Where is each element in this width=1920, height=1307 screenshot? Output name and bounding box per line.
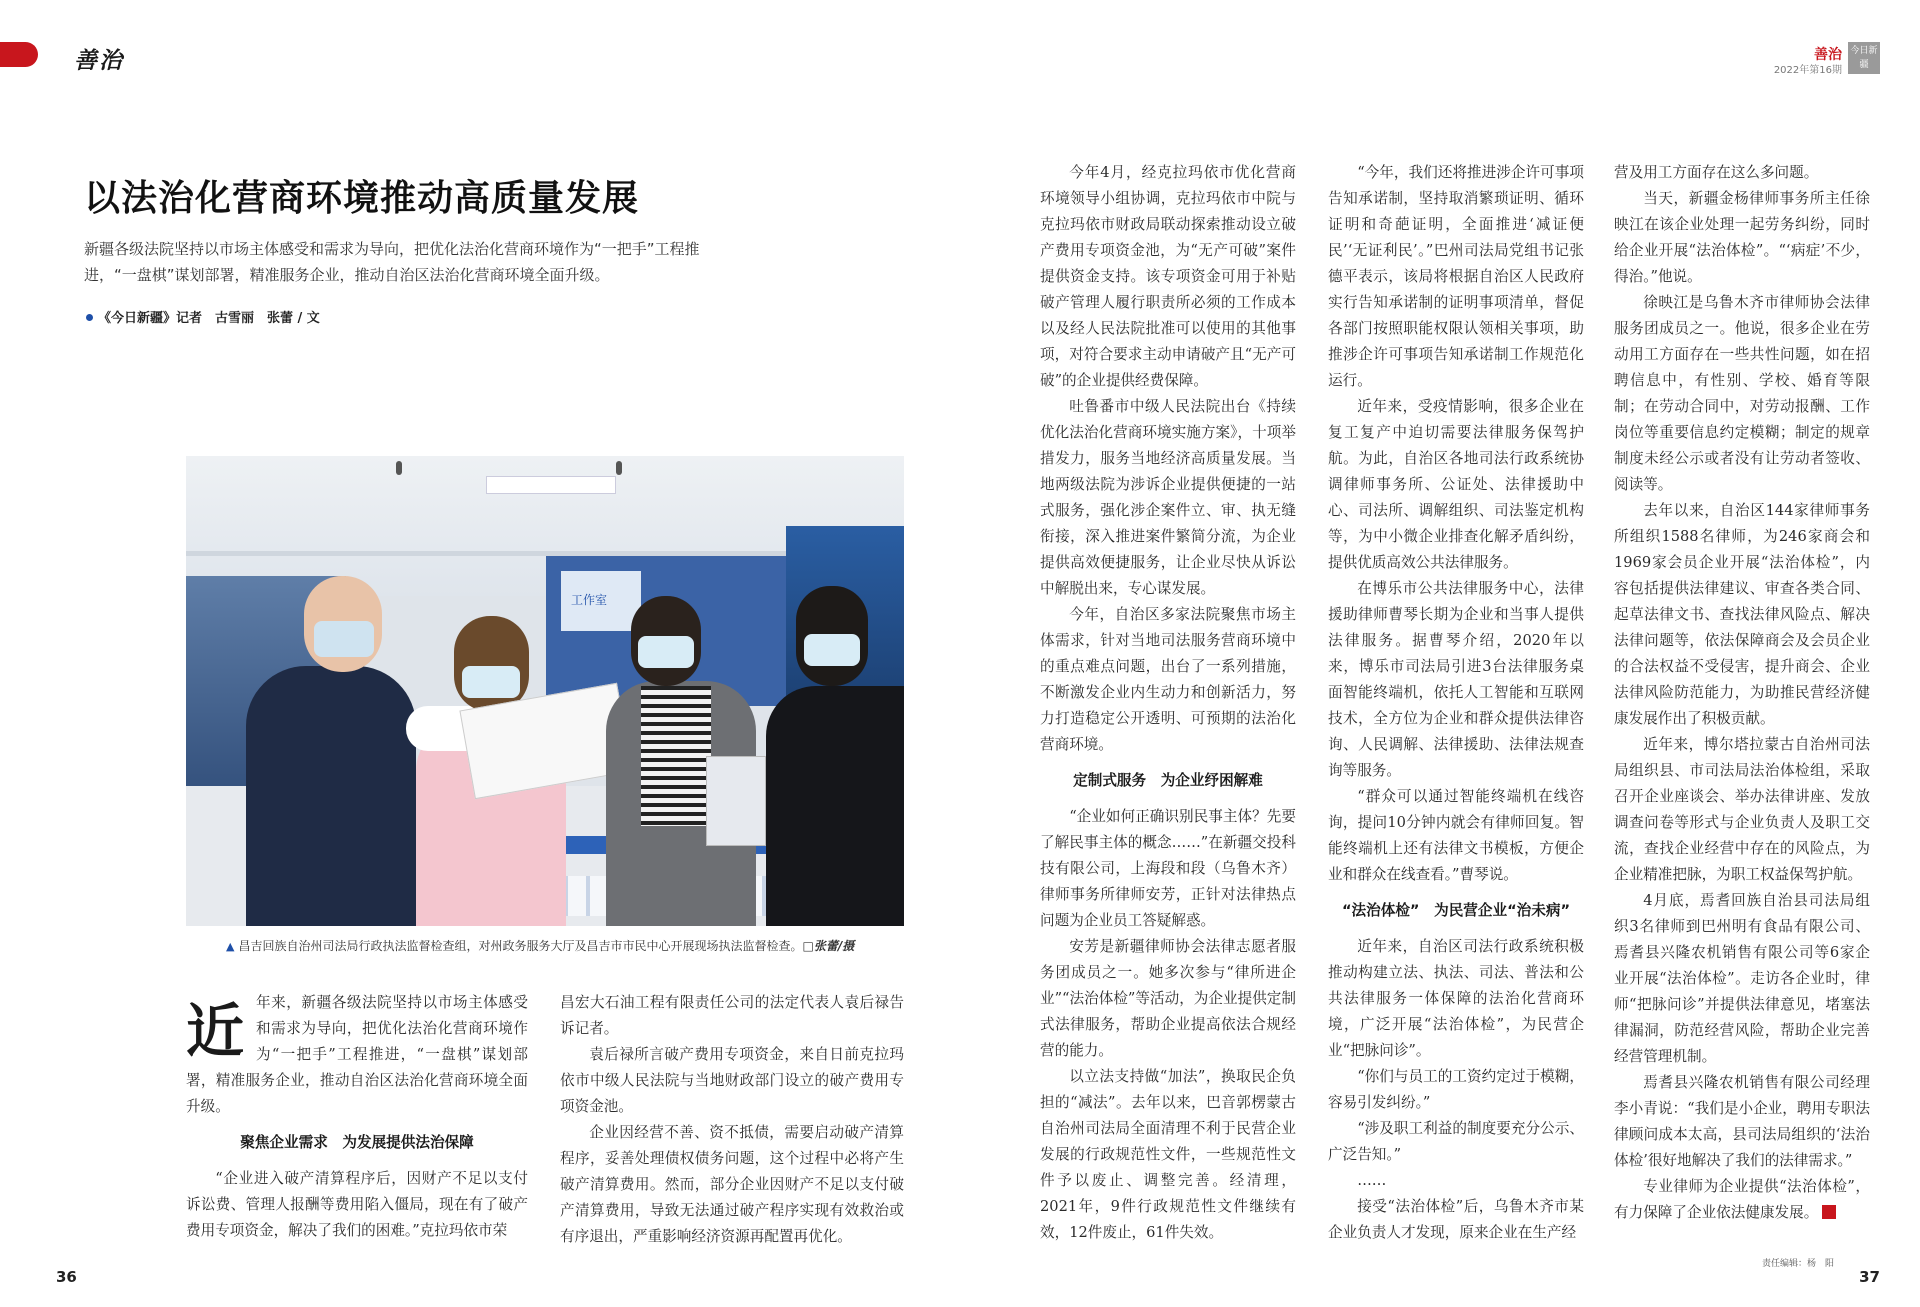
- paragraph: 在博乐市公共法律服务中心，法律援助律师曹琴长期为企业和当事人提供法律服务。据曹琴介绍，2020年以来，博乐市司法局引进3台法律服务桌面智能终端机，依托人工智能和互联网技术，全方位为企业和群众提供法律咨询、人民调解、法律援助、法律法规查询等服务。: [1328, 580, 1584, 779]
- subheading-3: “法治体检” 为民营企业“治未病”: [1341, 902, 1571, 919]
- text-column-1: [186, 990, 528, 1244]
- page-number-left: 36: [56, 1268, 77, 1286]
- end-mark-icon: [1822, 1205, 1836, 1219]
- photo-folder: [706, 756, 766, 846]
- byline: [86, 307, 320, 326]
- closing-text: 专业律师为企业提供“法治体检”，有力保障了企业依法健康发展。: [1614, 1178, 1870, 1221]
- paragraph: 当天，新疆金杨律师事务所主任徐映江在该企业处理一起劳务纠纷，同时给企业开展“法治体检”。“‘病症’不少，得治。”他说。: [1614, 190, 1870, 285]
- article-photo: [186, 456, 904, 926]
- paragraph: 徐映江是乌鲁木齐市律师协会法律服务团成员之一。他说，很多企业在劳动用工方面存在一些共性问题，如在招聘信息中，有性别、学校、婚育等限制；在劳动合同中，对劳动报酬、工作岗位等重要信息约定模糊；制定的规章制度未经公示或者没有让劳动者签收、阅读等。: [1614, 294, 1870, 493]
- paragraph: “今年，我们还将推进涉企许可事项告知承诺制，坚持取消繁琐证明、循环证明和奇葩证明，全面推进‘减证便民’‘无证利民’。”巴州司法局党组书记张德平表示，该局将根据自治区人民政府实行告知承诺制的证明事项清单，督促各部门按照职能权限认领相关事项，助推涉企许可事项告知承诺制工作规范化运行。: [1328, 164, 1584, 389]
- lead-paragraph: [186, 990, 528, 1120]
- paragraph: 接受“法治体检”后，乌鲁木齐市某企业负责人才发现，原来企业在生产经: [1328, 1198, 1584, 1241]
- lead-text: 年来，新疆各级法院坚持以市场主体感受和需求为导向，把优化法治化营商环境作为“一把手”工程推进，“一盘棋”谋划部署，精准服务企业，推动自治区法治化营商环境全面升级。: [186, 994, 528, 1115]
- photo-mask: [638, 636, 694, 668]
- editor-credit: 责任编辑：杨 阳: [1761, 1259, 1834, 1269]
- paragraph: 今年，自治区多家法院聚焦市场主体需求，针对当地司法服务营商环境中的重点难点问题，出台了一系列措施，不断激发企业内生动力和创新活力，努力打造稳定公开透明、可预期的法治化营商环境。: [1040, 606, 1296, 753]
- paragraph: 营及用工方面存在这么多问题。: [1614, 164, 1819, 181]
- paragraph: 近年来，自治区司法行政系统积极推动构建立法、执法、司法、普法和公共法律服务一体保障的法治化营商环境，广泛开展“法治体检”，为民营企业“把脉问诊”。: [1328, 938, 1584, 1059]
- photo-credit: □张蕾/摄: [802, 939, 855, 953]
- photo-caption: [226, 937, 854, 954]
- byline-text: 《今日新疆》记者 古雪丽 张蕾 / 文: [98, 311, 320, 326]
- photo-mask: [462, 666, 520, 698]
- paragraph: ……: [1357, 1172, 1387, 1189]
- paragraph: 今年4月，经克拉玛依市优化营商环境领导小组协调，克拉玛依市中院与克拉玛依市财政局联动探索推动设立破产费用专项资金池，为“无产可破”案件提供资金支持。该专项资金可用于补贴破产管理人履行职责所必须的工作成本以及经人民法院批准可以使用的其他事项，对符合要求主动申请破产且“无产可破”的企业提供经费保障。: [1040, 164, 1296, 389]
- subheading-2: 定制式服务 为企业纾困解难: [1073, 772, 1263, 789]
- triangle-icon: ▲: [226, 940, 235, 953]
- caption-text: 昌吉回族自治州司法局行政执法监督检查组，对州政务服务大厅及昌吉市市民中心开展现场执法监督检查。: [238, 939, 803, 953]
- paragraph: 近年来，博尔塔拉蒙古自治州司法局组织县、市司法局法治体检组，采取召开企业座谈会、举办法律讲座、发放调查问卷等形式与企业负责人及职工交流，查找企业经营中存在的风险点，为企业精准把脉，为职工权益保驾护航。: [1614, 736, 1870, 883]
- drop-cap: 近: [186, 997, 245, 1065]
- photo-striped-shirt: [641, 686, 711, 826]
- paragraph: 昌宏大石油工程有限责任公司的法定代表人袁后禄告诉记者。: [560, 994, 904, 1037]
- magazine-logo: 今日新疆: [1848, 42, 1880, 74]
- text-column-5: [1614, 160, 1870, 1226]
- paragraph: 4月底，焉耆回族自治县司法局组织3名律师到巴州明有食品有限公司、焉耆县兴隆农机销售有限公司等6家企业开展“法治体检”。走访各企业时，律师“把脉问诊”并提供法律意见，堵塞法律漏洞，防范经营风险，帮助企业完善经营管理机制。: [1614, 892, 1870, 1065]
- text-column-4: [1328, 160, 1584, 1246]
- article-title: 以法治化营商环境推动高质量发展: [84, 178, 640, 219]
- paragraph: 吐鲁番市中级人民法院出台《持续优化法治化营商环境实施方案》，十项举措发力，服务当地经济高质量发展。当地两级法院为涉诉企业提供便捷的一站式服务，强化涉企案件立、审、执无缝衔接，深入推进案件繁简分流，为企业提供高效便捷服务，让企业尽快从诉讼中解脱出来，专心谋发展。: [1040, 398, 1296, 597]
- issue-label: 2022年第16期: [1773, 65, 1842, 76]
- running-header-section: 善治: [1814, 47, 1842, 63]
- photo-person-officer: [246, 666, 416, 926]
- running-header: [1680, 42, 1880, 76]
- text-column-3: [1040, 160, 1296, 1246]
- photo-mask: [804, 634, 860, 666]
- article-deck: 新疆各级法院坚持以市场主体感受和需求为导向，把优化法治化营商环境作为“一把手”工程推进，“一盘棋”谋划部署，精准服务企业，推动自治区法治化营商环境全面升级。: [84, 240, 700, 284]
- photo-person-black: [766, 686, 904, 926]
- paragraph: “企业进入破产清算程序后，因财产不足以支付诉讼费、管理人报酬等费用陷入僵局，现在有了破产费用专项资金，解决了我们的困难。”克拉玛依市荣: [186, 1170, 528, 1239]
- photo-light: [486, 476, 616, 494]
- paragraph: 以立法支持做“加法”，换取民企负担的“减法”。去年以来，巴音郭楞蒙古自治州司法局全面清理不利于民营企业发展的行政规范性文件，一些规范性文件予以废止、调整完善。经清理，2021年，9件行政规范性文件继续有效，12件废止，61件失效。: [1040, 1068, 1296, 1241]
- paragraph: 去年以来，自治区144家律师事务所组织1588名律师，为246家商会和1969家会员企业开展“法治体检”，内容包括提供法律建议、审查各类合同、起草法律文书、查找法律风险点、解决法律问题等，依法保障商会及会员企业的合法权益不受侵害，提升商会、企业法律风险防范能力，为助推民营经济健康发展作出了积极贡献。: [1614, 502, 1870, 727]
- page-number-right: 37: [1859, 1268, 1880, 1286]
- paragraph: “涉及职工利益的制度要充分公示、广泛告知。”: [1328, 1120, 1584, 1163]
- section-title: 善治: [74, 47, 124, 74]
- section-color-mark: [0, 42, 38, 67]
- photo-camera: [616, 461, 622, 475]
- paragraph: 企业因经营不善、资不抵债，需要启动破产清算程序，妥善处理债权债务问题，这个过程中必将产生破产清算费用。然而，部分企业因财产不足以支付破产清算费用，导致无法通过破产程序实现有效救治或有序退出，严重影响经济资源再配置再优化。: [560, 1124, 904, 1245]
- paragraph: 近年来，受疫情影响，很多企业在复工复产中迫切需要法律服务保驾护航。为此，自治区各地司法行政系统协调律师事务所、公证处、法律援助中心、司法所、调解组织、司法鉴定机构等，为中小微企业排查化解矛盾纠纷，提供优质高效公共法律服务。: [1328, 398, 1584, 571]
- bullet-icon: [86, 314, 93, 321]
- photo-mask: [314, 621, 374, 657]
- photo-sign: 工作室: [571, 593, 608, 607]
- paragraph: 安芳是新疆律师协会法律志愿者服务团成员之一。她多次参与“律所进企业”“法治体检”等活动，为企业提供定制式法律服务，帮助企业提高依法合规经营的能力。: [1040, 938, 1296, 1059]
- paragraph: 焉耆县兴隆农机销售有限公司经理李小青说：“我们是小企业，聘用专职法律顾问成本太高，县司法局组织的‘法治体检’很好地解决了我们的法律需求。”: [1614, 1074, 1870, 1169]
- photo-camera: [396, 461, 402, 475]
- subheading-1: 聚焦企业需求 为发展提供法治保障: [240, 1134, 474, 1151]
- paragraph: “你们与员工的工资约定过于模糊，容易引发纠纷。”: [1328, 1068, 1584, 1111]
- paragraph: 袁后禄所言破产费用专项资金，来自日前克拉玛依市中级人民法院与当地财政部门设立的破产费用专项资金池。: [560, 1046, 904, 1115]
- paragraph: “企业如何正确识别民事主体？先要了解民事主体的概念……”在新疆交投科技有限公司，上海段和段（乌鲁木齐）律师事务所律师安芳，正针对法律热点问题为企业员工答疑解惑。: [1040, 808, 1296, 929]
- paragraph: “群众可以通过智能终端机在线咨询，提问10分钟内就会有律师回复。智能终端机上还有法律文书模板，方便企业和群众在线查看。”曹琴说。: [1328, 788, 1584, 883]
- closing-paragraph: [1614, 1174, 1870, 1226]
- text-column-2: [560, 990, 904, 1250]
